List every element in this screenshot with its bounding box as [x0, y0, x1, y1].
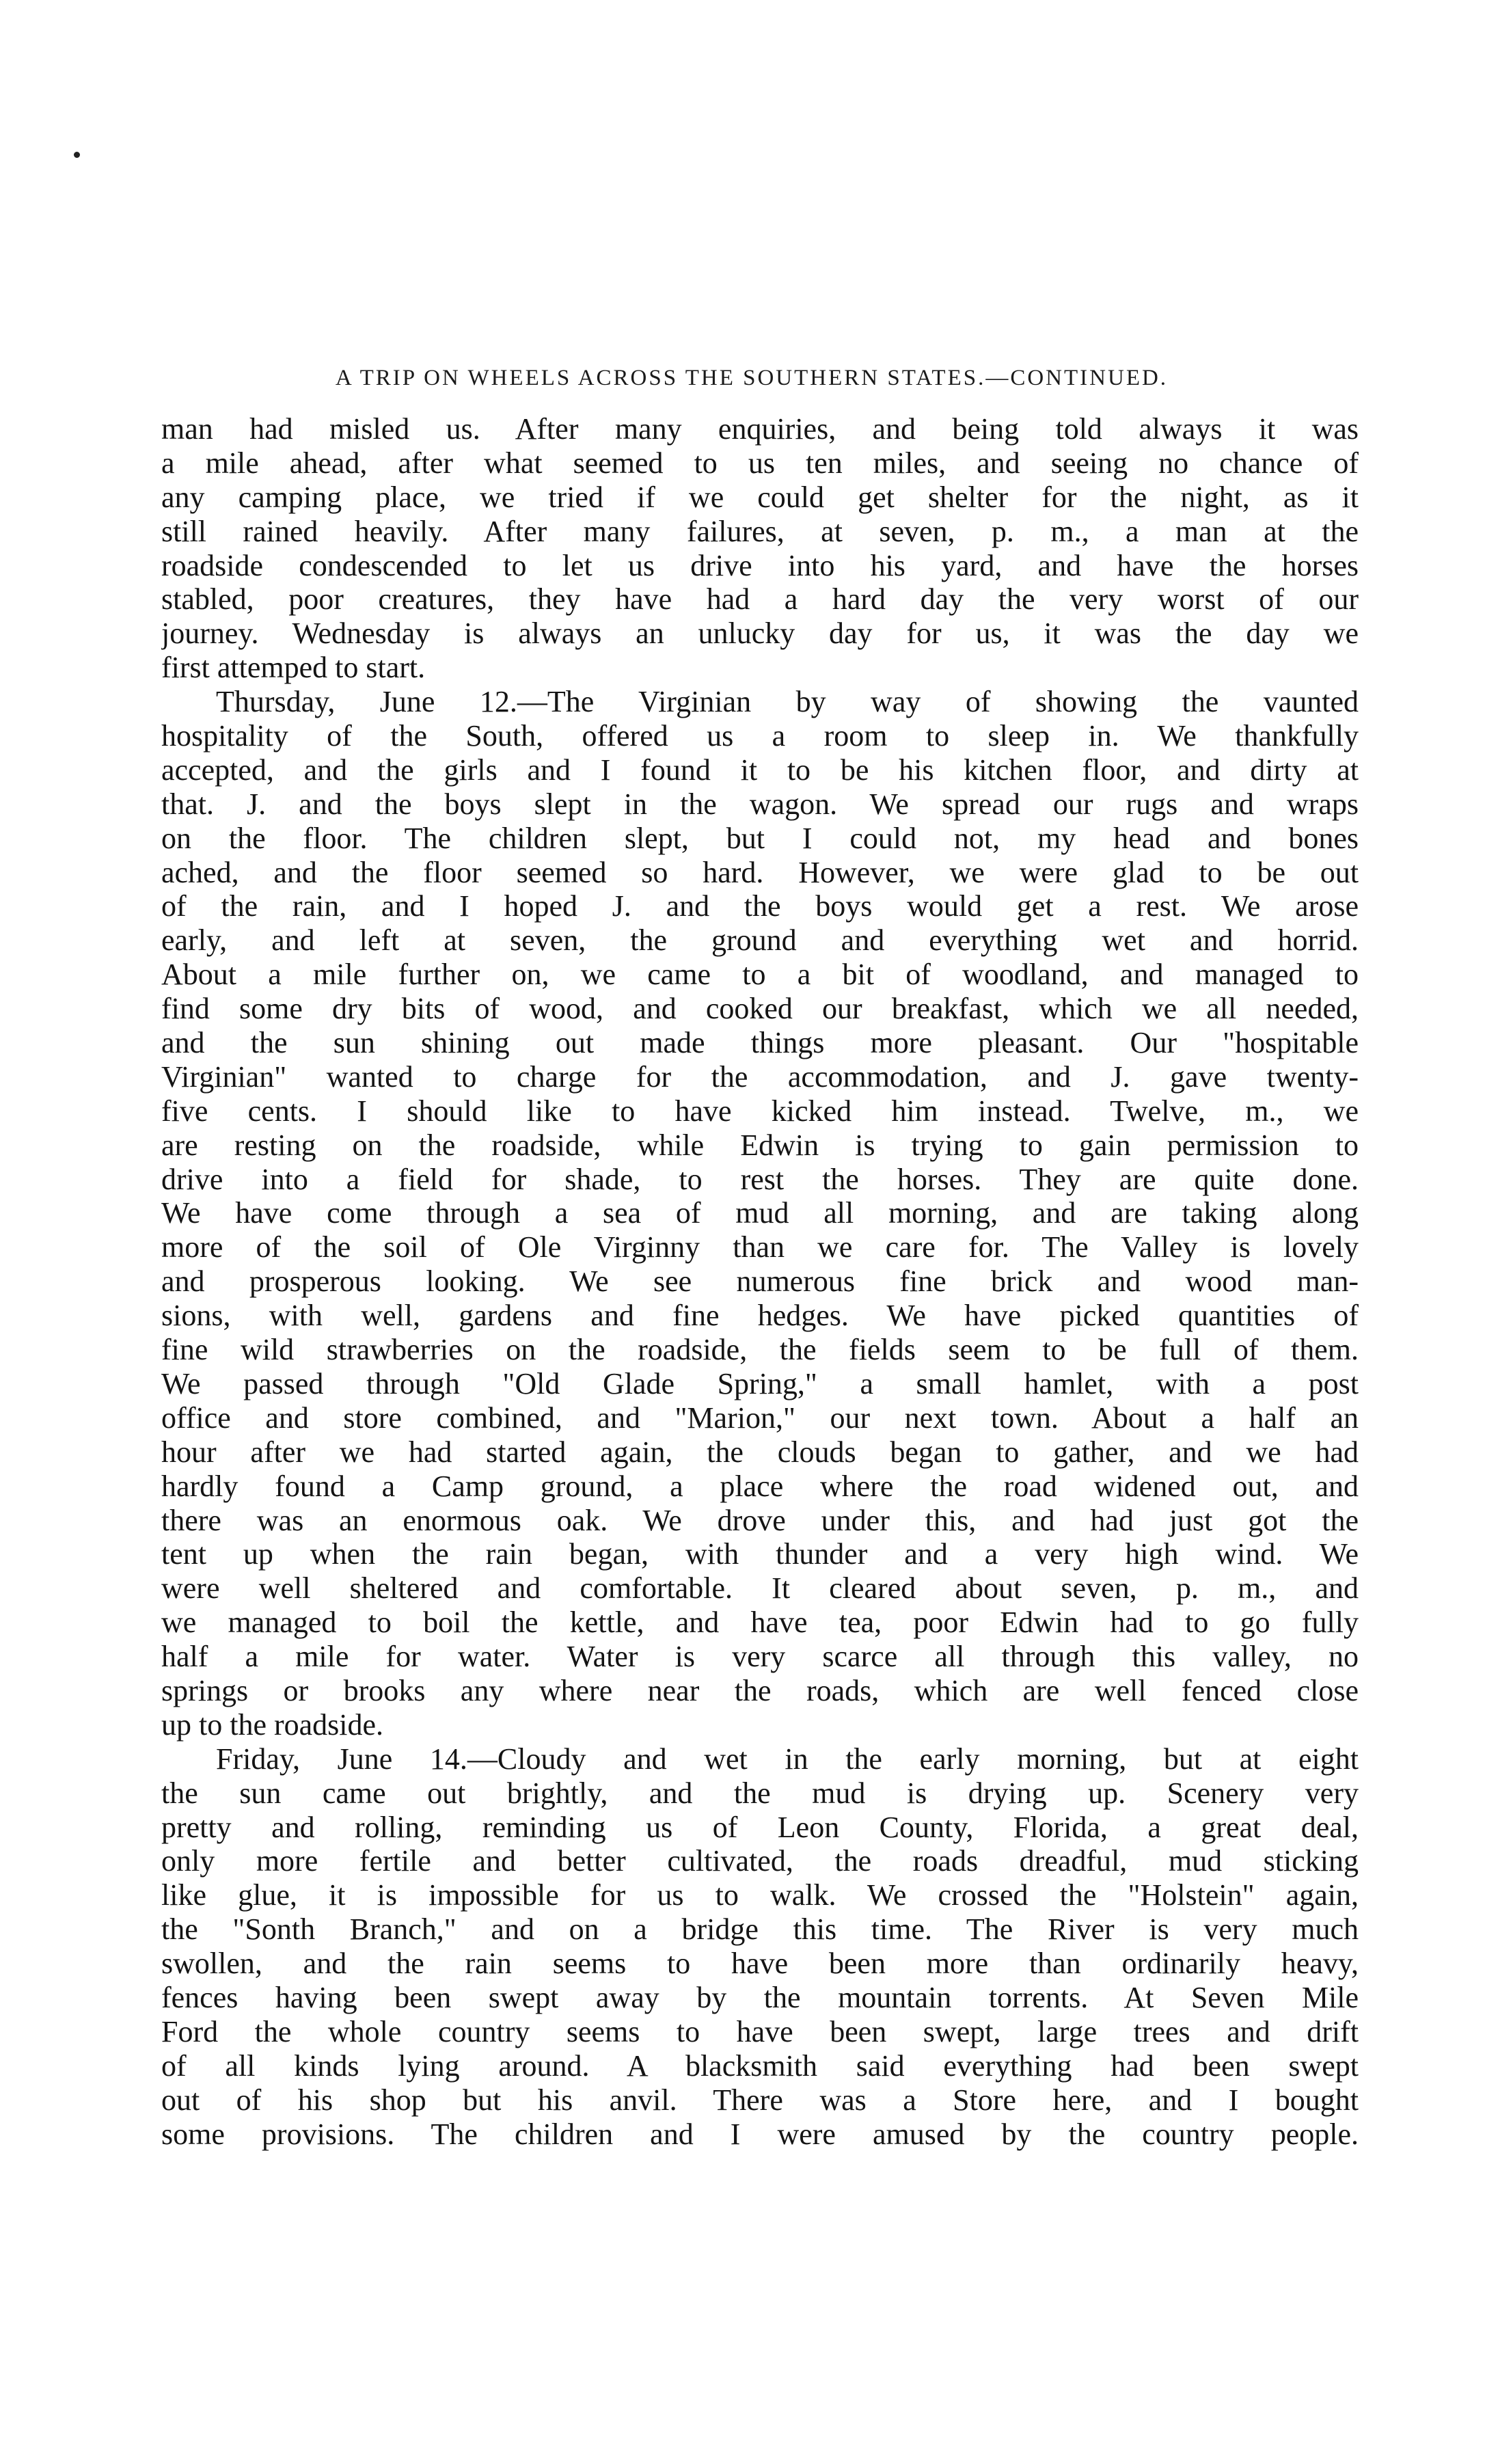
- text-line: We passed through "Old Glade Spring," a small hamlet, with a post: [161, 1366, 1359, 1400]
- text-line: hospitality of the South, offered us a room to sleep in. We thankfully: [161, 719, 1359, 753]
- text-line: pretty and rolling, reminding us of Leon County, Florida, a great deal,: [161, 1810, 1359, 1844]
- text-line: half a mile for water. Water is very scarce all through this valley, no: [161, 1640, 1359, 1674]
- text-line: out of his shop but his anvil. There was a Store here, and I bought: [161, 2083, 1359, 2117]
- text-line: fine wild strawberries on the roadside, the fields seem to be full of them.: [161, 1333, 1359, 1367]
- text-line: only more fertile and better cultivated, the roads dreadful, mud sticking: [161, 1844, 1359, 1878]
- text-line: man had misled us. After many enquiries, and being told always it was: [161, 412, 1359, 446]
- text-line: the "Sonth Branch," and on a bridge this time. The River is very much: [161, 1912, 1359, 1947]
- text-line: office and store combined, and "Marion," our next town. About a half an: [161, 1400, 1359, 1435]
- text-line: Friday, June 14.—Cloudy and wet in the early morning, but at eight: [216, 1742, 1359, 1776]
- text-line: accepted, and the girls and I found it to be his kitchen floor, and dirty at: [161, 753, 1359, 787]
- text-line: and prosperous looking. We see numerous fine brick and wood man-: [161, 1264, 1359, 1299]
- text-line: Virginian" wanted to charge for the accommodation, and J. gave twenty-: [161, 1059, 1359, 1094]
- text-line: more of the soil of Ole Virginny than we care for. The Valley is lovely: [161, 1230, 1359, 1264]
- text-line: still rained heavily. After many failures, at seven, p. m., a man at the: [161, 514, 1359, 548]
- text-line: drive into a field for shade, to rest the horses. They are quite done.: [161, 1162, 1359, 1196]
- text-line: tent up when the rain began, with thunder and a very high wind. We: [161, 1537, 1359, 1571]
- text-line: springs or brooks any where near the roads, which are well fenced close: [161, 1673, 1359, 1707]
- text-line: We have come through a sea of mud all morning, and are taking along: [161, 1196, 1359, 1230]
- text-line: like glue, it is impossible for us to walk. We crossed the "Holstein" again,: [161, 1878, 1359, 1912]
- text-line: Thursday, June 12.—The Virginian by way of showing the vaunted: [216, 685, 1359, 719]
- text-line: About a mile further on, we came to a bit of woodland, and managed to: [161, 958, 1359, 992]
- text-line: five cents. I should like to have kicked him instead. Twelve, m., we: [161, 1094, 1359, 1128]
- text-line: journey. Wednesday is always an unlucky day for us, it was the day we: [161, 617, 1359, 651]
- text-line: ached, and the floor seemed so hard. However, we were glad to be out: [161, 855, 1359, 889]
- article-body: [161, 412, 1359, 2151]
- text-line: the sun came out brightly, and the mud is drying up. Scenery very: [161, 1776, 1359, 1810]
- text-line: of all kinds lying around. A blacksmith said everything had been swept: [161, 2048, 1359, 2083]
- text-line: some provisions. The children and I were amused by the country people.: [161, 2117, 1359, 2151]
- text-line: and the sun shining out made things more pleasant. Our "hospitable: [161, 1026, 1359, 1060]
- text-line: early, and left at seven, the ground and everything wet and horrid.: [161, 923, 1359, 958]
- text-line: are resting on the roadside, while Edwin is trying to gain permission to: [161, 1128, 1359, 1162]
- text-line: any camping place, we tried if we could get shelter for the night, as it: [161, 480, 1359, 514]
- text-line: a mile ahead, after what seemed to us ten miles, and seeing no chance of: [161, 446, 1359, 480]
- text-line: hour after we had started again, the clouds began to gather, and we had: [161, 1435, 1359, 1469]
- text-line: that. J. and the boys slept in the wagon. We spread our rugs and wraps: [161, 787, 1359, 821]
- text-line: find some dry bits of wood, and cooked our breakfast, which we all needed,: [161, 992, 1359, 1026]
- text-line: on the floor. The children slept, but I could not, my head and bones: [161, 821, 1359, 855]
- text-line: were well sheltered and comfortable. It cleared about seven, p. m., and: [161, 1571, 1359, 1606]
- text-line: fences having been swept away by the mountain torrents. At Seven Mile: [161, 1980, 1359, 2014]
- text-line: roadside condescended to let us drive into his yard, and have the horses: [161, 548, 1359, 582]
- text-line: of the rain, and I hoped J. and the boys would get a rest. We arose: [161, 889, 1359, 923]
- text-line: there was an enormous oak. We drove under this, and had just got the: [161, 1503, 1359, 1537]
- running-head: A TRIP ON WHEELS ACROSS THE SOUTHERN STATES.—CONTINUED.: [335, 366, 1169, 390]
- text-line: sions, with well, gardens and fine hedges. We have picked quantities of: [161, 1299, 1359, 1333]
- text-line: first attemped to start.: [161, 651, 426, 685]
- text-line: we managed to boil the kettle, and have tea, poor Edwin had to go fully: [161, 1606, 1359, 1640]
- text-line: hardly found a Camp ground, a place where the road widened out, and: [161, 1469, 1359, 1503]
- text-line: stabled, poor creatures, they have had a hard day the very worst of our: [161, 582, 1359, 617]
- text-line: up to the roadside.: [161, 1707, 384, 1742]
- text-line: swollen, and the rain seems to have been more than ordinarily heavy,: [161, 1947, 1359, 1981]
- text-line: Ford the whole country seems to have been swept, large trees and drift: [161, 2014, 1359, 2048]
- stray-ink-mark: [74, 152, 80, 158]
